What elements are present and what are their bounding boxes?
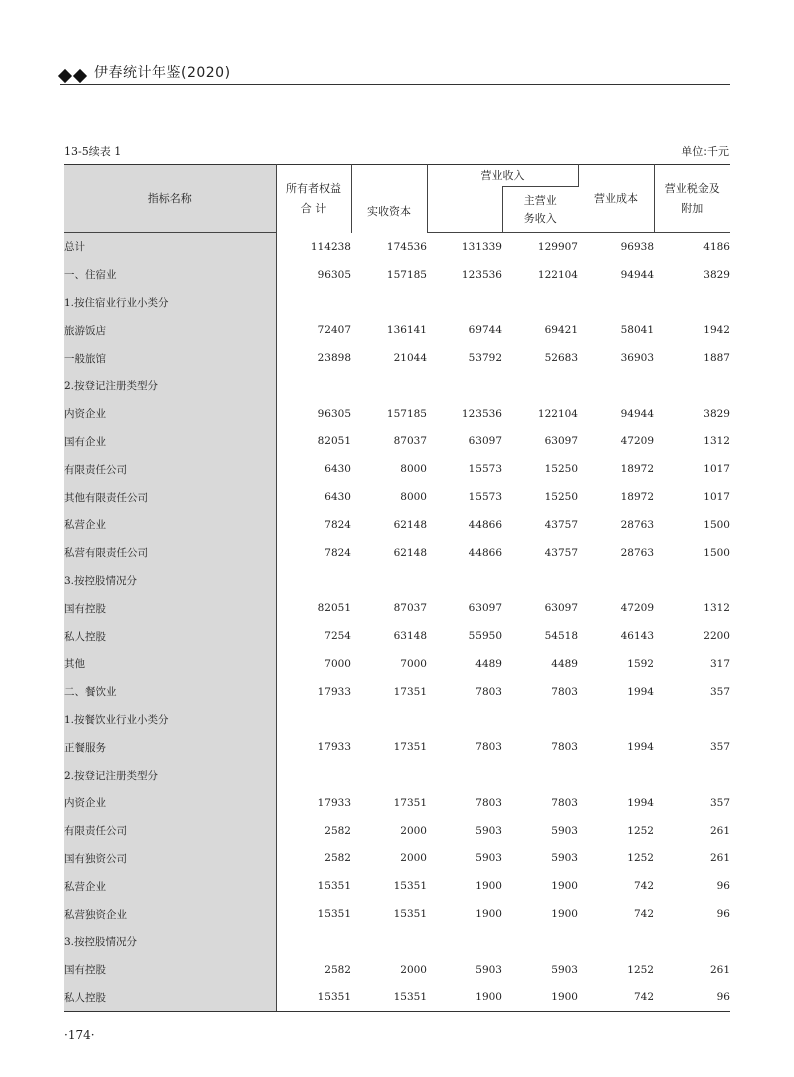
table-cell	[502, 372, 578, 400]
table-cell: 1900	[551, 908, 578, 921]
table-cell: 261	[709, 852, 730, 865]
table-row	[64, 928, 730, 956]
row-label: 1.按餐饮业行业小类分	[64, 706, 276, 734]
table-cell	[276, 372, 351, 400]
table-cell	[654, 289, 730, 317]
table-cell: 28763	[620, 518, 654, 531]
table-cell: 7803	[475, 796, 502, 809]
table-cell: 129907	[537, 240, 578, 253]
table-row	[64, 733, 730, 761]
row-label: 私营独资企业	[64, 900, 276, 928]
table-cell: 7254	[324, 630, 351, 643]
table-cell: 53792	[468, 352, 502, 365]
table-cell: 4186	[703, 240, 730, 253]
table-cell	[351, 289, 427, 317]
table-cell: 82051	[317, 435, 351, 448]
row-label: 国有独资公司	[64, 845, 276, 873]
table-cell: 4489	[475, 657, 502, 670]
table-cell: 69744	[468, 324, 502, 337]
table-row	[64, 817, 730, 845]
table-row	[64, 316, 730, 344]
table-cell: 5903	[551, 852, 578, 865]
table-cell: 157185	[386, 268, 427, 281]
row-label: 其他	[64, 650, 276, 678]
table-cell	[351, 928, 427, 956]
table-row	[64, 872, 730, 900]
table-cell: 15351	[317, 880, 351, 893]
table-cell	[427, 761, 502, 789]
table-cell: 131339	[461, 240, 502, 253]
table-cell: 157185	[386, 407, 427, 420]
table-cell: 96305	[317, 407, 351, 420]
table-row	[64, 900, 730, 928]
table-cell: 63097	[544, 435, 578, 448]
table-cell: 3829	[703, 407, 730, 420]
table-cell: 1900	[551, 880, 578, 893]
table-label: 13-5续表 1	[64, 145, 122, 158]
table-cell: 15351	[393, 908, 427, 921]
table-cell: 54518	[544, 630, 578, 643]
table-cell: 1500	[703, 518, 730, 531]
table-cell: 742	[633, 880, 654, 893]
table-cell: 96	[716, 880, 730, 893]
table-cell: 7000	[400, 657, 427, 670]
table-row	[64, 455, 730, 483]
table-cell: 17351	[393, 741, 427, 754]
table-cell: 2582	[324, 824, 351, 837]
table-cell	[276, 567, 351, 595]
table-cell: 28763	[620, 546, 654, 559]
row-label: 总计	[64, 233, 276, 261]
diamond-icon	[60, 66, 90, 80]
table-row	[64, 483, 730, 511]
table-cell	[276, 928, 351, 956]
table-cell: 742	[578, 984, 654, 1012]
row-label: 二、餐饮业	[64, 678, 276, 706]
row-label: 私营有限责任公司	[64, 539, 276, 567]
table-cell: 136141	[386, 324, 427, 337]
table-cell: 4489	[551, 657, 578, 670]
table-cell: 261	[709, 824, 730, 837]
table-cell: 7803	[551, 796, 578, 809]
row-label: 3.按控股情况分	[64, 567, 276, 595]
row-label: 私人控股	[64, 622, 276, 650]
table-cell: 63097	[468, 435, 502, 448]
table-row	[64, 845, 730, 873]
column-header-revenue: 营业收入	[427, 165, 578, 187]
table-cell: 1500	[703, 546, 730, 559]
table-cell	[427, 706, 502, 734]
table-cell: 1994	[627, 741, 654, 754]
table-cell: 15351	[317, 908, 351, 921]
table-row	[64, 622, 730, 650]
table-cell	[578, 567, 654, 595]
row-label: 正餐服务	[64, 733, 276, 761]
table-cell: 1900	[427, 984, 502, 1012]
row-label: 一般旅馆	[64, 344, 276, 372]
table-cell	[578, 706, 654, 734]
table-cell: 55950	[468, 630, 502, 643]
table-cell	[427, 372, 502, 400]
table-cell: 1312	[703, 602, 730, 615]
row-label: 2.按登记注册类型分	[64, 761, 276, 789]
table-cell: 96	[716, 908, 730, 921]
table-cell: 5903	[475, 852, 502, 865]
table-cell: 2000	[400, 824, 427, 837]
table-cell	[276, 706, 351, 734]
row-label: 3.按控股情况分	[64, 928, 276, 956]
table-cell: 5903	[475, 963, 502, 976]
table-cell: 1900	[475, 908, 502, 921]
column-header-equity: 所有者权益 合 计	[276, 165, 351, 233]
table-cell: 1312	[703, 435, 730, 448]
row-label: 私营企业	[64, 872, 276, 900]
table-cell: 15351	[351, 984, 427, 1012]
table-row	[64, 789, 730, 817]
row-label: 国有控股	[64, 594, 276, 622]
table-cell: 52683	[544, 352, 578, 365]
table-cell: 44866	[468, 518, 502, 531]
table-cell: 62148	[393, 518, 427, 531]
row-label: 国有企业	[64, 428, 276, 456]
table-cell: 742	[633, 908, 654, 921]
table-cell: 5903	[551, 963, 578, 976]
row-label: 国有控股	[64, 956, 276, 984]
table-cell	[351, 761, 427, 789]
table-cell	[578, 928, 654, 956]
row-label: 有限责任公司	[64, 817, 276, 845]
table-cell: 1994	[627, 685, 654, 698]
table-cell: 123536	[461, 407, 502, 420]
table-cell: 15250	[544, 463, 578, 476]
row-label: 内资企业	[64, 789, 276, 817]
row-label: 私营企业	[64, 511, 276, 539]
table-cell: 2000	[400, 852, 427, 865]
table-cell	[427, 567, 502, 595]
table-cell: 94944	[620, 407, 654, 420]
table-cell: 46143	[620, 630, 654, 643]
table-cell: 7803	[475, 685, 502, 698]
unit-label: 单位:千元	[681, 145, 729, 158]
table-cell	[654, 567, 730, 595]
table-cell: 1592	[627, 657, 654, 670]
table-cell: 2582	[324, 963, 351, 976]
table-cell: 7000	[324, 657, 351, 670]
table-cell: 7803	[551, 741, 578, 754]
table-cell	[276, 761, 351, 789]
table-cell: 15573	[468, 463, 502, 476]
table-cell: 36903	[620, 352, 654, 365]
row-label: 内资企业	[64, 400, 276, 428]
table-row	[64, 567, 730, 595]
table-cell: 2200	[703, 630, 730, 643]
table-cell: 15250	[544, 491, 578, 504]
table-cell: 7803	[551, 685, 578, 698]
table-cell: 87037	[393, 435, 427, 448]
table-row	[64, 511, 730, 539]
table-cell: 47209	[620, 602, 654, 615]
table-cell: 43757	[544, 518, 578, 531]
table-cell: 94944	[620, 268, 654, 281]
table-cell: 96	[654, 984, 730, 1012]
table-cell: 1900	[475, 880, 502, 893]
table-cell: 15351	[276, 984, 351, 1012]
table-cell: 8000	[400, 491, 427, 504]
table-cell: 2000	[400, 963, 427, 976]
table-cell	[578, 372, 654, 400]
table-cell: 1252	[627, 963, 654, 976]
table-row	[64, 372, 730, 400]
table-cell: 17933	[317, 685, 351, 698]
table-row	[64, 289, 730, 317]
table-cell: 357	[709, 685, 730, 698]
row-label: 其他有限责任公司	[64, 483, 276, 511]
table-row	[64, 400, 730, 428]
table-cell: 58041	[620, 324, 654, 337]
row-label: 私人控股	[64, 984, 276, 1012]
column-header-cost: 营业成本	[578, 165, 654, 233]
table-cell: 114238	[310, 240, 351, 253]
table-cell: 6430	[324, 463, 351, 476]
row-label: 1.按住宿业行业小类分	[64, 289, 276, 317]
table-cell: 96938	[620, 240, 654, 253]
table-cell: 43757	[544, 546, 578, 559]
table-body	[64, 233, 730, 1012]
table-cell: 357	[709, 796, 730, 809]
table-cell: 44866	[468, 546, 502, 559]
statistics-table	[64, 164, 730, 1012]
table-cell: 3829	[703, 268, 730, 281]
table-cell: 1887	[703, 352, 730, 365]
table-cell	[654, 761, 730, 789]
table-cell	[502, 928, 578, 956]
table-cell: 18972	[620, 463, 654, 476]
table-row	[64, 594, 730, 622]
row-label: 一、住宿业	[64, 261, 276, 289]
table-row	[64, 261, 730, 289]
table-row	[64, 539, 730, 567]
table-cell: 15351	[393, 880, 427, 893]
table-cell	[502, 706, 578, 734]
table-cell: 18972	[620, 491, 654, 504]
table-row	[64, 233, 730, 261]
column-header-paid-capital: 实收资本	[351, 165, 427, 233]
table-cell: 96305	[317, 268, 351, 281]
table-cell: 5903	[475, 824, 502, 837]
table-cell	[427, 928, 502, 956]
table-cell: 63148	[393, 630, 427, 643]
table-cell: 87037	[393, 602, 427, 615]
table-row	[64, 428, 730, 456]
column-header-name: 指标名称	[64, 165, 276, 233]
table-cell: 15573	[468, 491, 502, 504]
table-cell	[578, 761, 654, 789]
table-row	[64, 761, 730, 789]
table-cell: 7824	[324, 546, 351, 559]
table-cell: 21044	[393, 352, 427, 365]
table-cell	[351, 372, 427, 400]
page-header	[60, 62, 730, 85]
table-cell	[502, 761, 578, 789]
table-cell: 5903	[551, 824, 578, 837]
column-header-revenue-spacer	[427, 187, 502, 233]
table-cell: 47209	[620, 435, 654, 448]
table-row	[64, 956, 730, 984]
table-row	[64, 984, 730, 1012]
table-cell	[654, 706, 730, 734]
table-cell: 261	[709, 963, 730, 976]
table-cell	[276, 289, 351, 317]
table-cell	[654, 372, 730, 400]
table-cell: 7824	[324, 518, 351, 531]
table-cell: 63097	[468, 602, 502, 615]
table-cell: 1942	[703, 324, 730, 337]
table-cell	[502, 289, 578, 317]
table-cell: 82051	[317, 602, 351, 615]
table-cell: 1017	[703, 491, 730, 504]
table-cell: 1252	[627, 824, 654, 837]
table-cell: 317	[709, 657, 730, 670]
table-cell: 17933	[317, 796, 351, 809]
table-cell: 2582	[324, 852, 351, 865]
column-header-main-revenue: 主营业 务收入	[502, 187, 578, 233]
table-row	[64, 706, 730, 734]
page-number: ·174·	[64, 1028, 95, 1042]
row-label: 2.按登记注册类型分	[64, 372, 276, 400]
table-cell: 7803	[475, 741, 502, 754]
table-cell	[351, 567, 427, 595]
column-header-tax: 营业税金及 附加	[654, 165, 730, 233]
table-row	[64, 344, 730, 372]
row-label: 旅游饭店	[64, 316, 276, 344]
table-cell: 62148	[393, 546, 427, 559]
table-cell	[578, 289, 654, 317]
table-cell: 63097	[544, 602, 578, 615]
table-cell: 1900	[502, 984, 578, 1012]
row-label: 有限责任公司	[64, 455, 276, 483]
table-cell: 1017	[703, 463, 730, 476]
table-cell: 17351	[393, 685, 427, 698]
table-cell	[427, 289, 502, 317]
table-cell	[351, 706, 427, 734]
table-cell: 17933	[317, 741, 351, 754]
table-cell: 8000	[400, 463, 427, 476]
table-cell: 69421	[544, 324, 578, 337]
table-cell: 122104	[537, 268, 578, 281]
table-cell: 17351	[393, 796, 427, 809]
book-title: 伊春统计年鉴(2020)	[94, 65, 231, 81]
table-cell: 6430	[324, 491, 351, 504]
table-cell	[502, 567, 578, 595]
table-cell: 123536	[461, 268, 502, 281]
table-cell: 1994	[627, 796, 654, 809]
table-cell: 122104	[537, 407, 578, 420]
table-cell: 72407	[317, 324, 351, 337]
table-cell: 357	[709, 741, 730, 754]
table-cell: 174536	[386, 240, 427, 253]
table-cell: 23898	[317, 352, 351, 365]
table-row	[64, 678, 730, 706]
table-cell	[654, 928, 730, 956]
table-row	[64, 650, 730, 678]
table-cell: 1252	[627, 852, 654, 865]
